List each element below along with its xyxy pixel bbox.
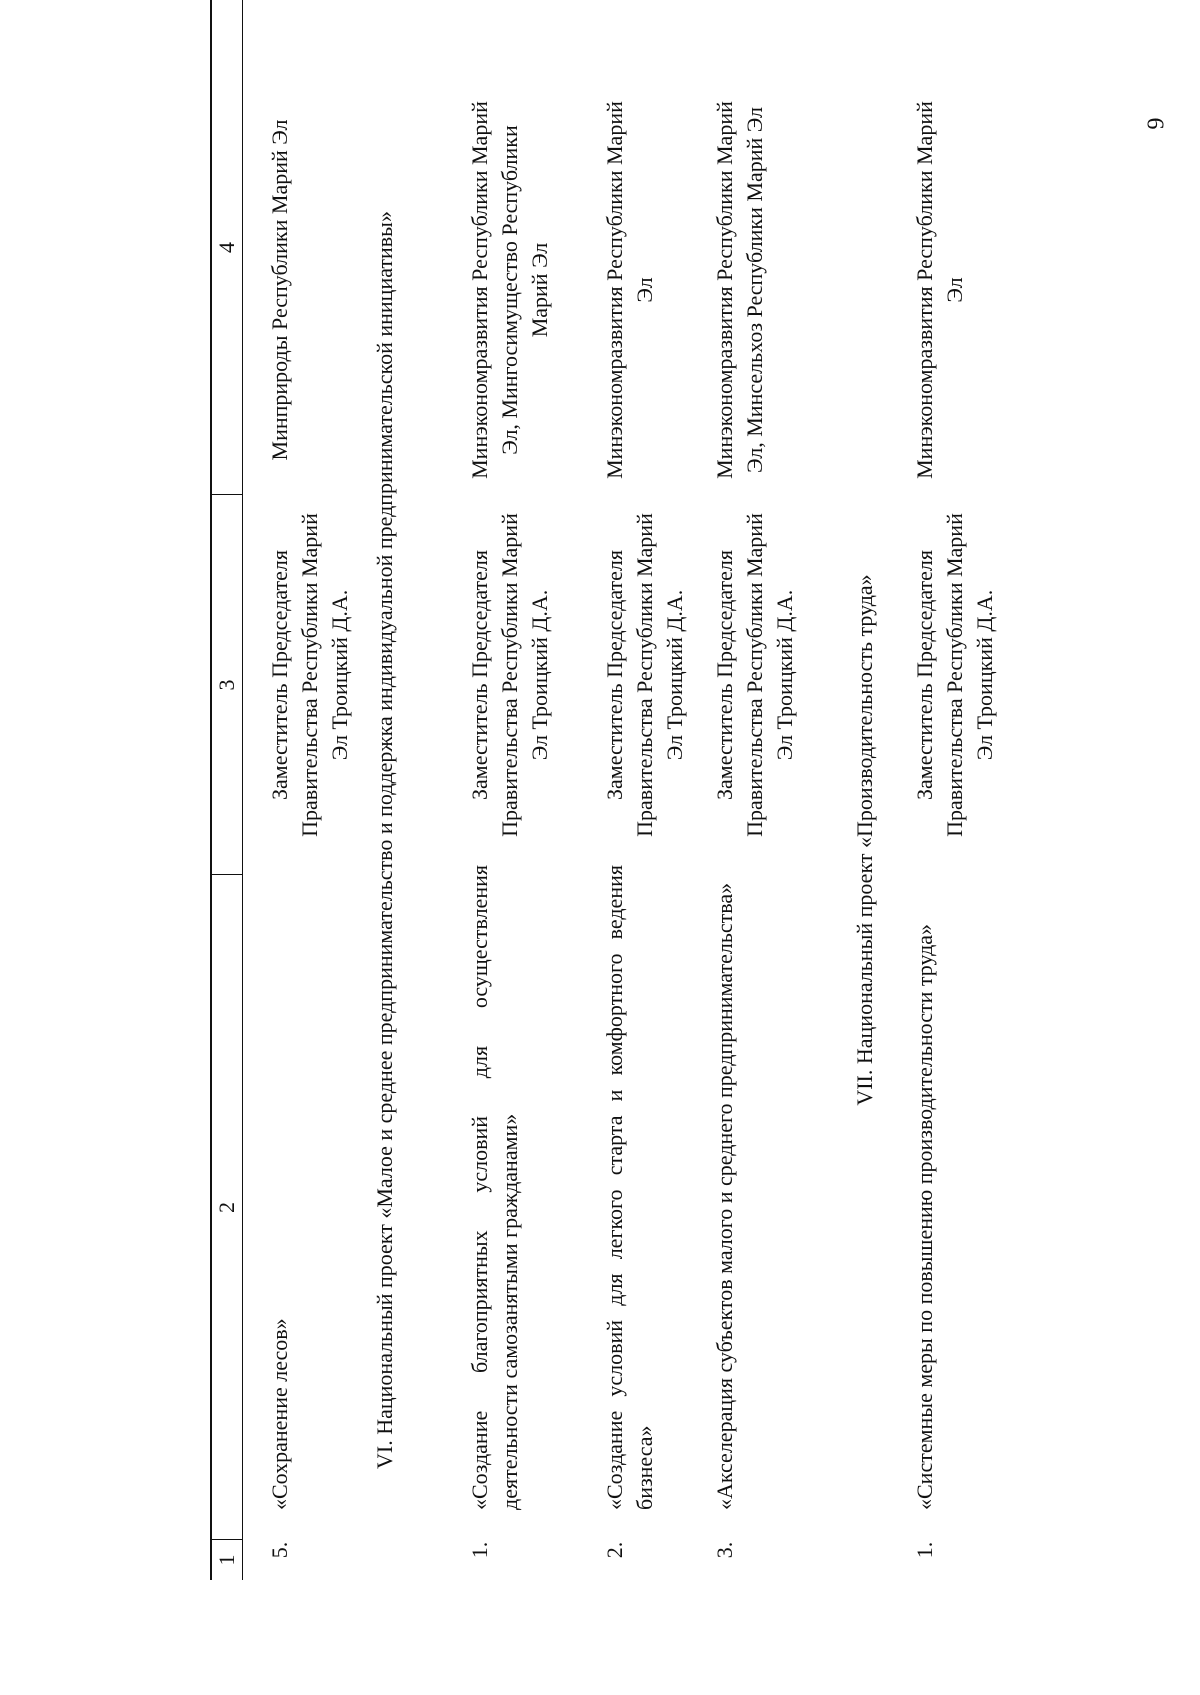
project-name: «Акселерация субъектов малого и среднего предпринимательства» xyxy=(712,882,737,1510)
table-header xyxy=(210,0,243,1580)
row-number: 3. xyxy=(712,1541,737,1559)
row-number: 1. xyxy=(467,1541,492,1559)
section-title: VI. Национальный проект «Малое и среднее предпринимательство и поддержка индивидуальной предпринимательской инициативы» xyxy=(372,211,397,1469)
responsible-person: Заместитель Председателя Правительства Республики Марий Эл Троицкий Д.А. xyxy=(467,513,552,837)
row-number: 5. xyxy=(267,1541,292,1559)
executor: Минэкономразвития Республики Марий Эл, Минсельхоз Республики Марий Эл xyxy=(712,101,767,479)
project-name: «Сохранение лесов» xyxy=(267,1318,292,1510)
project-name: «Создание условий для легкого старта и комфортного ведения бизнеса» xyxy=(602,865,657,1510)
responsible-person: Заместитель Председателя Правительства Республики Марий Эл Троицкий Д.А. xyxy=(602,513,687,837)
page-number: 6 xyxy=(1141,117,1168,130)
row-number: 2. xyxy=(602,1541,627,1559)
header-col-3: 3 xyxy=(214,679,239,691)
project-name: «Системные меры по повышению производительности труда» xyxy=(912,923,937,1510)
executor: Минэкономразвития Республики Марий Эл, Мингосимущество Республики Марий Эл xyxy=(467,101,552,479)
header-col-2: 2 xyxy=(214,1202,239,1213)
responsible-person: Заместитель Председателя Правительства Республики Марий Эл Троицкий Д.А. xyxy=(712,513,797,837)
responsible-person: Заместитель Председателя Правительства Республики Марий Эл Троицкий Д.А. xyxy=(912,513,997,837)
rotated-table xyxy=(210,0,997,1580)
project-name: «Создание благоприятных условий для осуществления деятельности самозанятыми гражданами» xyxy=(467,865,522,1510)
responsible-person: Заместитель Председателя Правительства Республики Марий Эл Троицкий Д.А. xyxy=(267,513,352,837)
section-title: VII. Национальный проект «Производительность труда» xyxy=(852,574,877,1106)
row-number: 1. xyxy=(912,1541,937,1559)
header-col-4: 4 xyxy=(214,242,239,253)
executor: Минприроды Республики Марий Эл xyxy=(267,119,292,461)
executor: Минэкономразвития Республики Марий Эл xyxy=(912,101,967,479)
executor: Минэкономразвития Республики Марий Эл xyxy=(602,101,657,479)
header-col-1: 1 xyxy=(214,1554,239,1566)
